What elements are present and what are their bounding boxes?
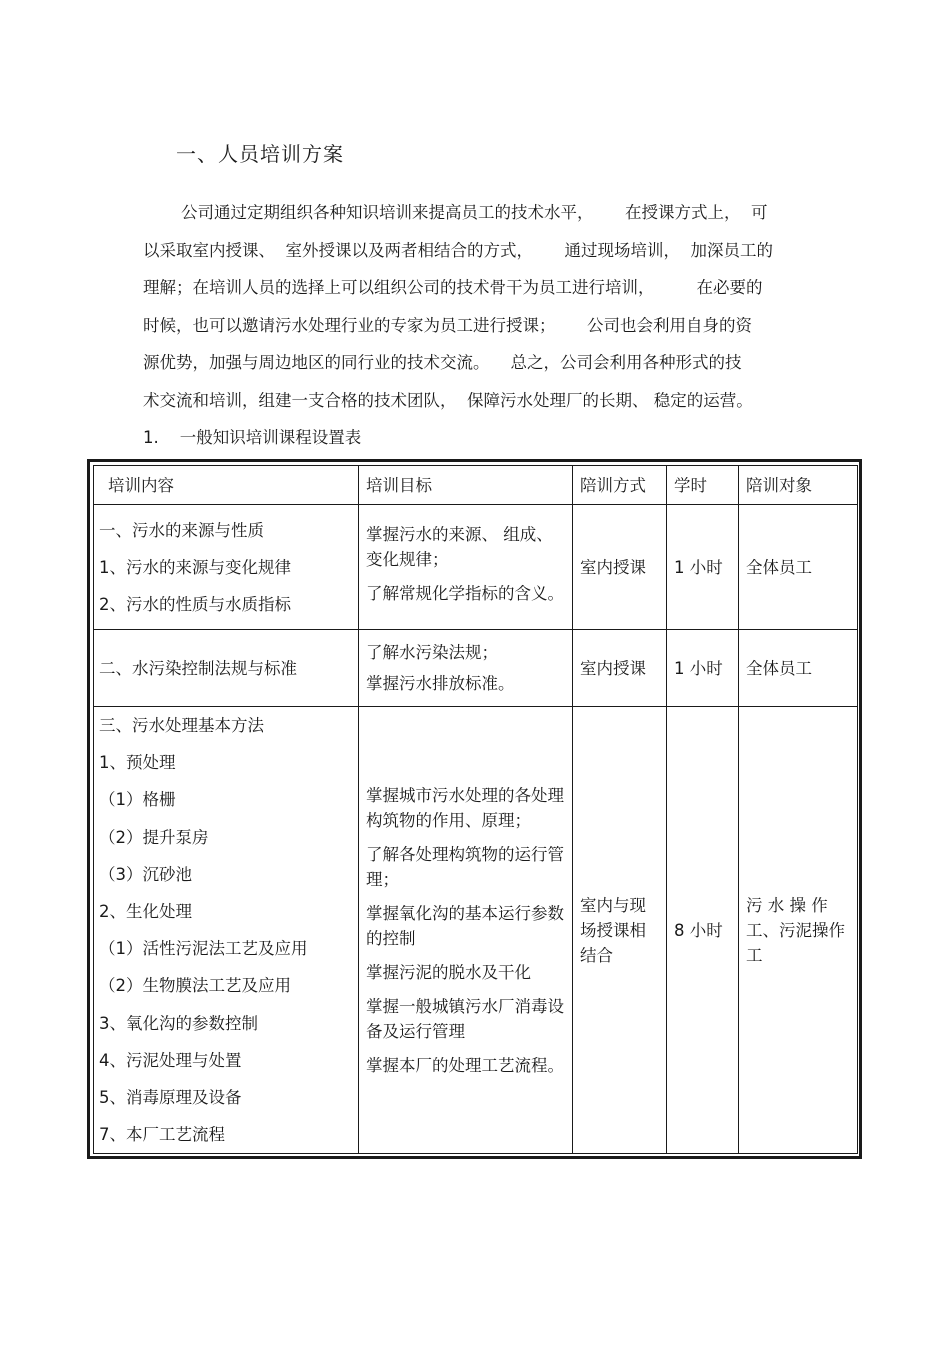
goal-cell bbox=[359, 707, 573, 1154]
header-content: 培训内容 bbox=[94, 466, 359, 505]
content-item: 1、预处理 bbox=[99, 753, 176, 773]
table-header-row bbox=[94, 466, 858, 505]
method-cell: 室内与现场授课相结合 bbox=[573, 707, 667, 1154]
content-cell bbox=[94, 630, 359, 707]
goal-item: 掌握污水的来源、 组成、变化规律； bbox=[366, 525, 553, 569]
content-item: 5、消毒原理及设备 bbox=[99, 1088, 242, 1108]
paragraph-line: 时候，也可以邀请污水处理行业的专家为员工进行授课； 公司也会利用自身的资 bbox=[143, 315, 752, 335]
content-item: （2）生物膜法工艺及应用 bbox=[99, 976, 291, 996]
header-method: 陪训方式 bbox=[573, 466, 667, 505]
header-audience: 陪训对象 bbox=[739, 466, 858, 505]
hours-cell: 8 小时 bbox=[667, 707, 739, 1154]
course-table bbox=[93, 465, 858, 1154]
content-item: （3）沉砂池 bbox=[99, 864, 192, 884]
hours-cell: 1 小时 bbox=[667, 505, 739, 630]
audience-cell: 污 水 操 作工、污泥操作工 bbox=[739, 707, 858, 1154]
paragraph-line: 源优势，加强与周边地区的同行业的技术交流。 总之，公司会利用各种形式的技 bbox=[143, 353, 742, 372]
table-row bbox=[94, 707, 858, 1154]
table-caption: 1. 一般知识培训课程设置表 bbox=[143, 428, 362, 447]
content-item: 三、污水处理基本方法 bbox=[99, 716, 264, 735]
content-item: 二、水污染控制法规与标准 bbox=[99, 658, 297, 678]
table-row bbox=[94, 505, 858, 630]
goal-item: 掌握污泥的脱水及干化 bbox=[366, 962, 531, 982]
intro-paragraph bbox=[143, 194, 811, 419]
goal-item: 掌握污水排放标准。 bbox=[366, 674, 515, 693]
goal-item: 了解各处理构筑物的运行管理； bbox=[366, 844, 564, 889]
paragraph-line: 公司通过定期组织各种知识培训来提高员工的技术水平， 在授课方式上， 可 bbox=[181, 203, 768, 222]
content-item: 2、污水的性质与水质指标 bbox=[99, 594, 291, 614]
header-goal: 培训目标 bbox=[359, 466, 573, 505]
hours-cell: 1 小时 bbox=[667, 630, 739, 707]
content-item: 4、污泥处理与处置 bbox=[99, 1050, 242, 1070]
section-heading: 一、人员培训方案 bbox=[176, 142, 344, 166]
paragraph-line: 理解；在培训人员的选择上可以组织公司的技术骨干为员工进行培训， 在必要的 bbox=[143, 278, 763, 297]
goal-cell bbox=[359, 505, 573, 630]
audience-cell: 全体员工 bbox=[739, 505, 858, 630]
goal-item: 掌握一般城镇污水厂消毒设备及运行管理 bbox=[366, 996, 564, 1041]
paragraph-line: 术交流和培训，组建一支合格的技术团队， 保障污水处理厂的长期、 稳定的运营。 bbox=[143, 390, 753, 410]
content-cell bbox=[94, 505, 359, 630]
content-cell bbox=[94, 707, 359, 1154]
goal-item: 掌握城市污水处理的各处理构筑物的作用、原理； bbox=[366, 785, 564, 830]
method-cell: 室内授课 bbox=[573, 630, 667, 707]
paragraph-line: 以采取室内授课、 室外授课以及两者相结合的方式， 通过现场培训， 加深员工的 bbox=[143, 240, 773, 260]
content-item: 7、本厂工艺流程 bbox=[99, 1125, 225, 1145]
audience-cell: 全体员工 bbox=[739, 630, 858, 707]
goal-item: 了解水污染法规； bbox=[366, 643, 498, 662]
table-row bbox=[94, 630, 858, 707]
content-item: 3、氧化沟的参数控制 bbox=[99, 1013, 258, 1033]
header-hours: 学时 bbox=[667, 466, 739, 505]
content-item: （1）活性污泥法工艺及应用 bbox=[99, 939, 308, 959]
content-item: 2、生化处理 bbox=[99, 902, 192, 922]
goal-cell bbox=[359, 630, 573, 707]
goal-item: 掌握氧化沟的基本运行参数的控制 bbox=[366, 903, 564, 948]
goal-item: 了解常规化学指标的含义。 bbox=[366, 584, 564, 603]
goal-item: 掌握本厂的处理工艺流程。 bbox=[366, 1055, 564, 1075]
content-item: 一、污水的来源与性质 bbox=[99, 520, 264, 540]
method-cell: 室内授课 bbox=[573, 505, 667, 630]
content-item: 1、污水的来源与变化规律 bbox=[99, 557, 291, 577]
content-item: （2）提升泵房 bbox=[99, 827, 209, 847]
content-item: （1）格栅 bbox=[99, 790, 176, 810]
